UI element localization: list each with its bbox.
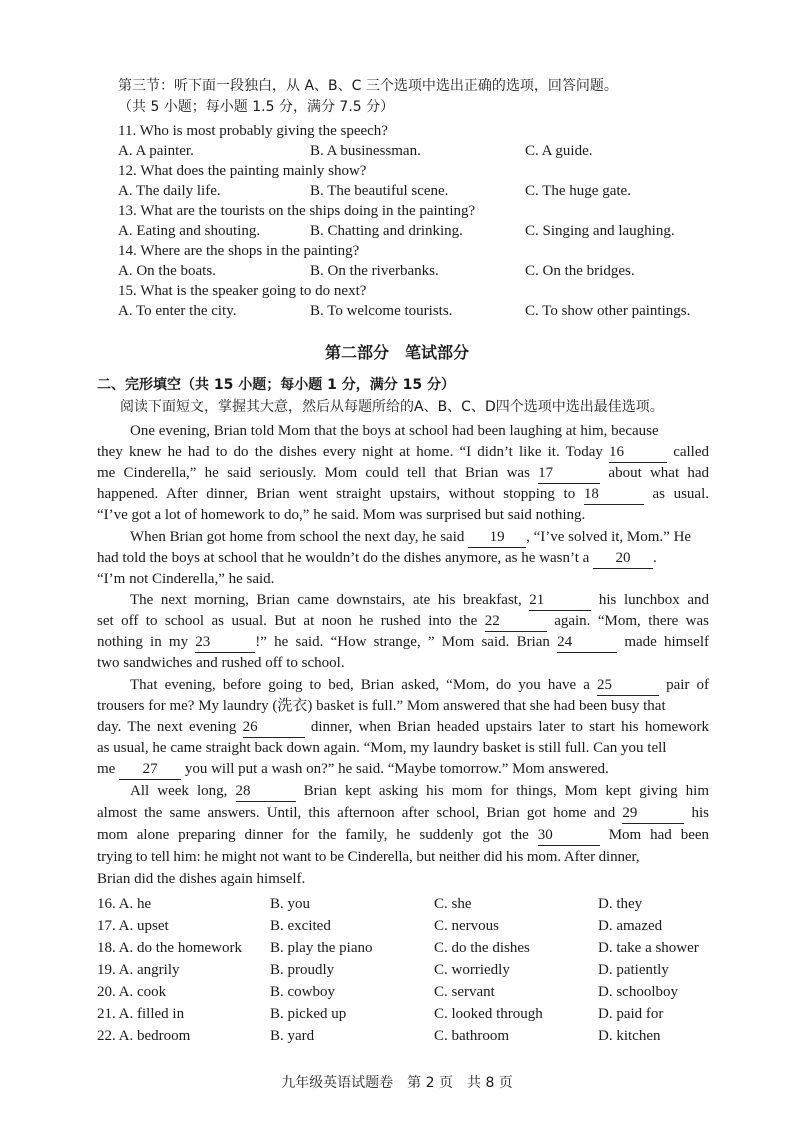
p1-line4: happened. After dinner, Brian went straight upstairs, without stopping to 18 as usual. (97, 484, 709, 505)
blank-16: 16 (609, 442, 667, 463)
p4-line4: as usual, he came straight back down again. “Mom, my laundry basket is still full. Can you tell (97, 740, 667, 756)
p5-line3: mom alone preparing dinner for the family, he suddenly got the 30 Mom had been (97, 825, 709, 846)
blank-28: 28 (236, 781, 296, 802)
blank-26: 26 (243, 717, 305, 738)
q20-option-d: D. schoolboy (598, 984, 678, 1000)
q18-option-c: C. do the dishes (434, 940, 530, 956)
q13-option-b: B. Chatting and drinking. (310, 223, 463, 239)
p4-line3: day. The next evening 26 dinner, when Brian headed upstairs later to start his homework (97, 717, 709, 738)
p4-line2: trousers for me? My laundry (洗衣) basket is full.” Mom answered that she had been busy that (97, 698, 666, 714)
q20-option-b: B. cowboy (270, 984, 335, 1000)
listening-instruction: 第三节：听下面一段独白，从 A、B、C 三个选项中选出正确的选项，回答问题。 (118, 78, 618, 94)
p4-line5: me 27 you will put a wash on?” he said. “Maybe tomorrow.” Mom answered. (97, 759, 609, 780)
blank-25: 25 (597, 675, 659, 696)
page-footer: 九年级英语试题卷 第 2 页 共 8 页 (281, 1075, 513, 1091)
p2-line3: “I’m not Cinderella,” he said. (97, 571, 275, 587)
q12-option-c: C. The huge gate. (525, 183, 631, 199)
q17-option-a: 17. A. upset (97, 918, 169, 934)
p1-line3: me Cinderella,” he said seriously. Mom could tell that Brian was 17 about what had (97, 463, 709, 484)
blank-20: 20 (593, 548, 653, 569)
q16-option-b: B. you (270, 896, 311, 912)
q14-option-a: A. On the boats. (118, 263, 216, 279)
q13-option-a: A. Eating and shouting. (118, 223, 261, 239)
blank-22: 22 (485, 611, 547, 632)
q12-option-a: A. The daily life. (118, 183, 221, 199)
q16-option-c: C. she (434, 896, 472, 912)
q11-option-a: A. A painter. (118, 143, 194, 159)
q21-option-a: 21. A. filled in (97, 1006, 185, 1022)
p3-line1: The next morning, Brian came downstairs, ate his breakfast, 21 his lunchbox and (130, 590, 709, 611)
p5-line1: All week long, 28 Brian kept asking his mom for things, Mom kept giving him (130, 781, 709, 802)
q22-option-d: D. kitchen (598, 1028, 661, 1044)
blank-17: 17 (538, 463, 600, 484)
blank-29: 29 (622, 803, 684, 824)
q19-option-b: B. proudly (270, 962, 335, 978)
p5-line5: Brian did the dishes again himself. (97, 871, 306, 887)
p1-line5: “I’ve got a lot of homework to do,” he said. Mom was surprised but said nothing. (97, 507, 586, 523)
p4-line1: That evening, before going to bed, Brian asked, “Mom, do you have a 25 pair of (130, 675, 709, 696)
q15-option-a: A. To enter the city. (118, 303, 237, 319)
q18-option-d: D. take a shower (598, 940, 699, 956)
q19-option-c: C. worriedly (434, 962, 510, 978)
cloze-heading: 二、完形填空（共 15 小题；每小题 1 分，满分 15 分） (97, 377, 455, 393)
q21-option-b: B. picked up (270, 1006, 347, 1022)
q17-option-b: B. excited (270, 918, 331, 934)
blank-21: 21 (529, 590, 591, 611)
question-12-stem: 12. What does the painting mainly show? (118, 163, 367, 179)
p2-line2: had told the boys at school that he wouldn’t do the dishes anymore, as he wasn’t a 20 . (97, 548, 657, 569)
blank-19: 19 (468, 527, 526, 548)
q16-option-d: D. they (598, 896, 643, 912)
q19-option-d: D. patiently (598, 962, 669, 978)
blank-30: 30 (538, 825, 600, 846)
q12-option-b: B. The beautiful scene. (310, 183, 449, 199)
q17-option-d: D. amazed (598, 918, 663, 934)
p3-line4: two sandwiches and rushed off to school. (97, 655, 345, 671)
q22-option-b: B. yard (270, 1028, 315, 1044)
question-15-stem: 15. What is the speaker going to do next? (118, 283, 367, 299)
blank-18: 18 (584, 484, 644, 505)
p3-line3: nothing in my 23 !” he said. “How strange, ” Mom said. Brian 24 made himself (97, 632, 709, 653)
blank-23: 23 (195, 632, 255, 653)
listening-score-note: （共 5 小题；每小题 1.5 分，满分 7.5 分） (118, 99, 395, 115)
p1-line2: they knew he had to do the dishes every night at home. “I didn’t like it. Today 16 called (97, 442, 709, 463)
question-14-stem: 14. Where are the shops in the painting? (118, 243, 360, 259)
q11-option-c: C. A guide. (525, 143, 593, 159)
q22-option-a: 22. A. bedroom (97, 1028, 191, 1044)
q19-option-a: 19. A. angrily (97, 962, 180, 978)
q21-option-d: D. paid for (598, 1006, 664, 1022)
q16-option-a: 16. A. he (97, 896, 152, 912)
q14-option-b: B. On the riverbanks. (310, 263, 439, 279)
q11-option-b: B. A businessman. (310, 143, 421, 159)
p2-line1: When Brian got home from school the next day, he said 19 , “I’ve solved it, Mom.” He (130, 527, 691, 548)
part2-title: 第二部分 笔试部分 (324, 343, 469, 362)
question-13-stem: 13. What are the tourists on the ships doing in the painting? (118, 203, 476, 219)
q20-option-a: 20. A. cook (97, 984, 167, 1000)
p3-line2: set off to school as usual. But at noon he rushed into the 22 again. “Mom, there was (97, 611, 709, 632)
q18-option-a: 18. A. do the homework (97, 940, 242, 956)
q20-option-c: C. servant (434, 984, 495, 1000)
p5-line4: trying to tell him: he might not want to be Cinderella, but neither did his mom. After dinner, (97, 849, 640, 865)
q22-option-c: C. bathroom (434, 1028, 509, 1044)
p5-line2: almost the same answers. Until, this afternoon after school, Brian got home and 29 his (97, 803, 709, 824)
blank-27: 27 (119, 759, 181, 780)
q17-option-c: C. nervous (434, 918, 499, 934)
q14-option-c: C. On the bridges. (525, 263, 635, 279)
p1-line1: One evening, Brian told Mom that the boys at school had been laughing at him, because (130, 423, 659, 439)
question-11-stem: 11. Who is most probably giving the speech? (118, 123, 388, 139)
q13-option-c: C. Singing and laughing. (525, 223, 675, 239)
blank-24: 24 (557, 632, 617, 653)
q15-option-c: C. To show other paintings. (525, 303, 691, 319)
cloze-instruction: 阅读下面短文，掌握其大意，然后从每题所给的A、B、C、D四个选项中选出最佳选项。 (120, 399, 664, 415)
q15-option-b: B. To welcome tourists. (310, 303, 453, 319)
q21-option-c: C. looked through (434, 1006, 543, 1022)
q18-option-b: B. play the piano (270, 940, 373, 956)
